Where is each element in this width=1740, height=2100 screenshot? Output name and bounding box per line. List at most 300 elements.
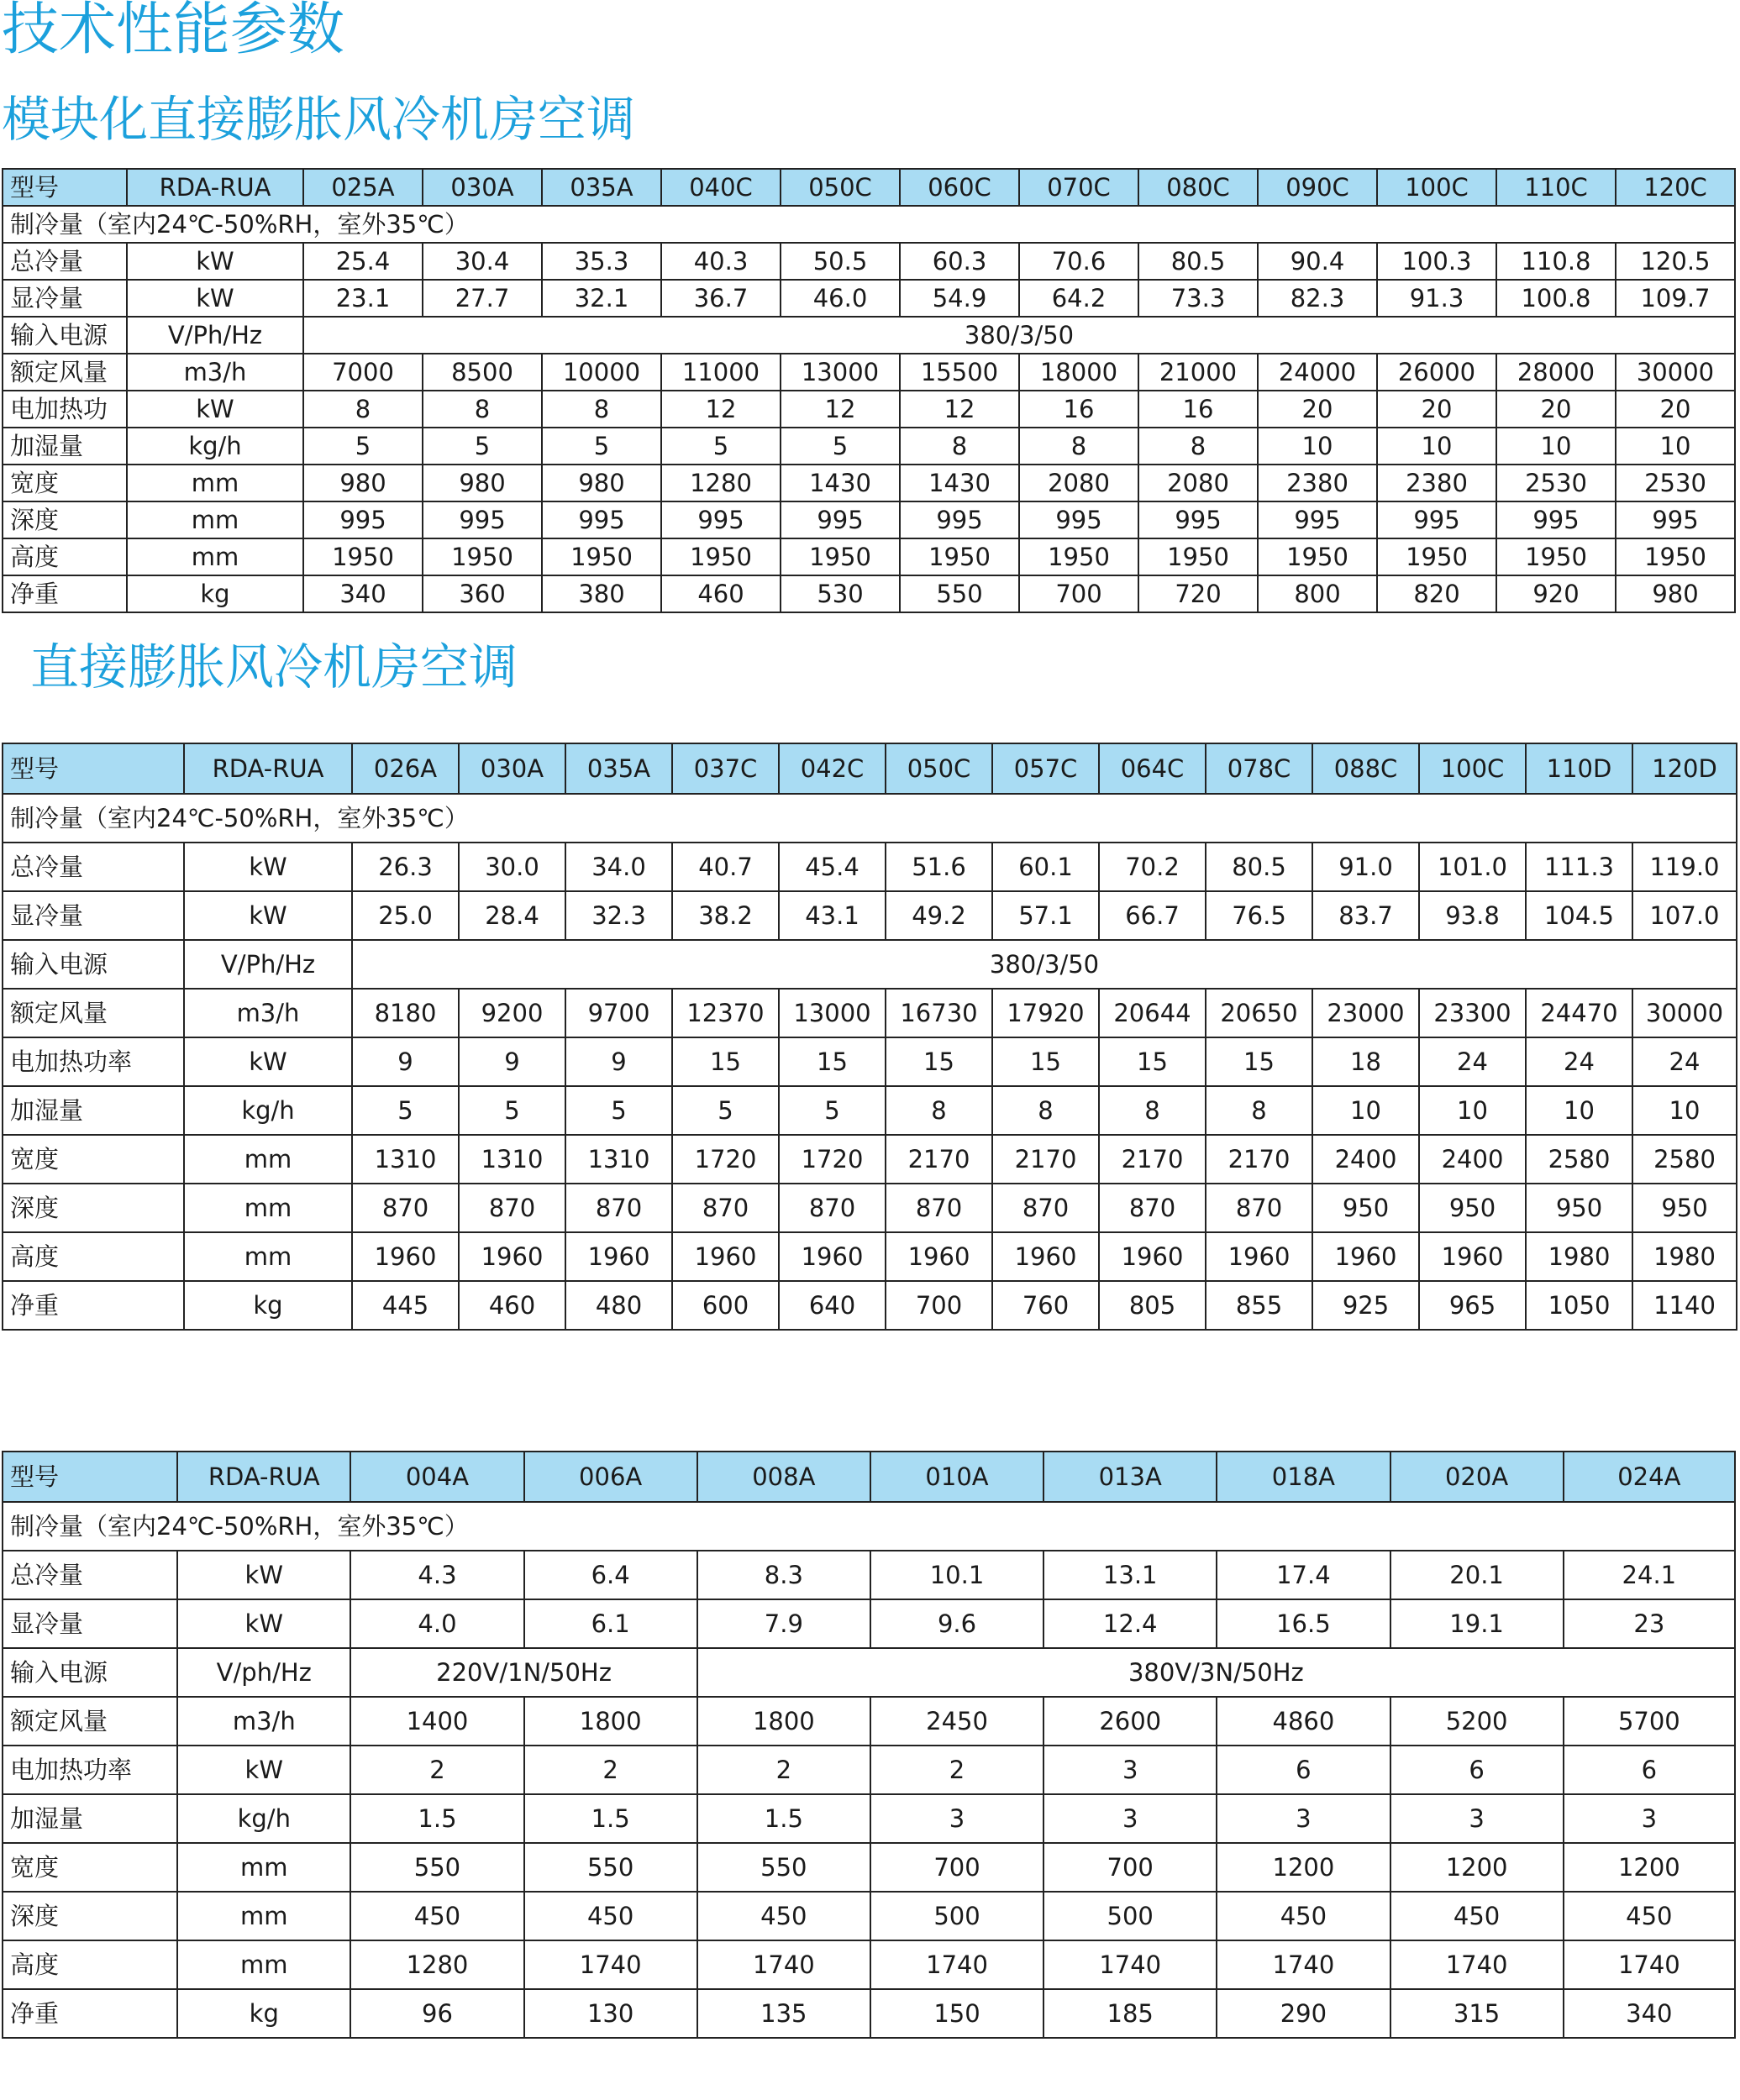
value-cell: 20 xyxy=(1616,391,1735,428)
value-cell: 980 xyxy=(303,465,423,501)
value-cell: 1280 xyxy=(661,465,781,501)
value-cell: 9 xyxy=(352,1037,459,1086)
unit-cell: kW xyxy=(184,843,352,891)
value-cell: 135 xyxy=(697,1989,870,2038)
value-cell: 5700 xyxy=(1564,1697,1735,1746)
model-code-cell: 006A xyxy=(524,1452,697,1502)
row-label-cell: 输入电源 xyxy=(3,1648,177,1697)
value-cell: 1960 xyxy=(886,1232,992,1281)
value-cell: 10.1 xyxy=(870,1551,1043,1599)
value-cell: 20 xyxy=(1377,391,1496,428)
section-row xyxy=(3,206,1735,243)
table-row xyxy=(3,538,1735,575)
value-cell: 8 xyxy=(1206,1086,1312,1135)
value-cell: 870 xyxy=(565,1184,672,1232)
value-cell: 2 xyxy=(870,1746,1043,1794)
value-cell: 3 xyxy=(1217,1794,1390,1843)
value-cell: 995 xyxy=(661,501,781,538)
value-cell: 965 xyxy=(1419,1281,1526,1330)
value-cell: 64.2 xyxy=(1019,280,1138,317)
value-cell: 8.3 xyxy=(697,1551,870,1599)
value-cell: 2450 xyxy=(870,1697,1043,1746)
value-cell: 1.5 xyxy=(350,1794,523,1843)
value-cell: 820 xyxy=(1377,575,1496,612)
value-cell: 15 xyxy=(779,1037,886,1086)
value-cell: 23000 xyxy=(1312,989,1419,1037)
value-cell: 90.4 xyxy=(1258,243,1377,280)
row-label-cell: 输入电源 xyxy=(3,317,127,354)
value-cell: 920 xyxy=(1496,575,1616,612)
value-cell: 24.1 xyxy=(1564,1551,1735,1599)
table-row xyxy=(3,843,1737,891)
unit-cell: V/Ph/Hz xyxy=(127,317,303,354)
model-code-cell: 078C xyxy=(1206,743,1312,794)
value-cell: 3 xyxy=(870,1794,1043,1843)
value-cell: 995 xyxy=(303,501,423,538)
unit-cell: kW xyxy=(177,1746,350,1794)
value-cell: 30000 xyxy=(1632,989,1737,1037)
value-cell: 1720 xyxy=(672,1135,779,1184)
value-cell: 10 xyxy=(1377,428,1496,465)
model-code-cell: 060C xyxy=(900,169,1019,206)
value-cell: 1430 xyxy=(781,465,900,501)
value-cell: 15 xyxy=(1099,1037,1206,1086)
value-cell: 1960 xyxy=(1099,1232,1206,1281)
value-cell: 995 xyxy=(1138,501,1258,538)
value-cell: 6 xyxy=(1564,1746,1735,1794)
model-code-cell: 120C xyxy=(1616,169,1735,206)
value-cell: 1950 xyxy=(423,538,542,575)
value-cell: 5 xyxy=(459,1086,565,1135)
unit-cell: kW xyxy=(177,1599,350,1648)
value-cell: 1950 xyxy=(303,538,423,575)
table-row xyxy=(3,1989,1735,2038)
value-cell: 1.5 xyxy=(697,1794,870,1843)
value-cell: 4.0 xyxy=(350,1599,523,1648)
value-cell: 360 xyxy=(423,575,542,612)
value-cell: 8 xyxy=(303,391,423,428)
value-cell: 2400 xyxy=(1419,1135,1526,1184)
value-cell: 450 xyxy=(1390,1892,1564,1940)
value-cell: 12370 xyxy=(672,989,779,1037)
value-cell: 550 xyxy=(350,1843,523,1892)
power-single-phase-cell: 220V/1N/50Hz xyxy=(350,1648,697,1697)
table-row xyxy=(3,317,1735,354)
model-code-cell: 100C xyxy=(1377,169,1496,206)
value-cell: 73.3 xyxy=(1138,280,1258,317)
table-row xyxy=(3,1281,1737,1330)
value-cell: 5 xyxy=(661,428,781,465)
header-row xyxy=(3,1452,1735,1502)
value-cell: 24 xyxy=(1632,1037,1737,1086)
unit-cell: kW xyxy=(127,280,303,317)
value-cell: 1800 xyxy=(697,1697,870,1746)
value-cell: 18 xyxy=(1312,1037,1419,1086)
value-cell: 6.4 xyxy=(524,1551,697,1599)
model-code-cell: 070C xyxy=(1019,169,1138,206)
unit-cell: mm xyxy=(184,1184,352,1232)
row-label-cell: 电加热功 xyxy=(3,391,127,428)
value-cell: 107.0 xyxy=(1632,891,1737,940)
unit-cell: V/Ph/Hz xyxy=(184,940,352,989)
model-code-cell: 040C xyxy=(661,169,781,206)
value-cell: 9700 xyxy=(565,989,672,1037)
value-cell: 11000 xyxy=(661,354,781,391)
value-cell: 8180 xyxy=(352,989,459,1037)
table1-title: 模块化直接膨胀风冷机房空调 xyxy=(2,91,636,148)
value-cell: 870 xyxy=(992,1184,1099,1232)
value-cell: 5 xyxy=(565,1086,672,1135)
row-label-cell: 输入电源 xyxy=(3,940,184,989)
value-cell: 720 xyxy=(1138,575,1258,612)
value-cell: 23.1 xyxy=(303,280,423,317)
value-cell: 16730 xyxy=(886,989,992,1037)
value-cell: 550 xyxy=(524,1843,697,1892)
row-label-cell: 额定风量 xyxy=(3,354,127,391)
value-cell: 1950 xyxy=(1138,538,1258,575)
model-code-cell: 025A xyxy=(303,169,423,206)
value-cell: 1950 xyxy=(1377,538,1496,575)
value-cell: 1740 xyxy=(697,1940,870,1989)
value-cell: 550 xyxy=(697,1843,870,1892)
value-cell: 995 xyxy=(1258,501,1377,538)
value-cell: 21000 xyxy=(1138,354,1258,391)
value-cell: 76.5 xyxy=(1206,891,1312,940)
row-label-cell: 宽度 xyxy=(3,465,127,501)
value-cell: 315 xyxy=(1390,1989,1564,2038)
value-cell: 110.8 xyxy=(1496,243,1616,280)
value-cell: 45.4 xyxy=(779,843,886,891)
value-cell: 550 xyxy=(900,575,1019,612)
table-row xyxy=(3,280,1735,317)
value-cell: 800 xyxy=(1258,575,1377,612)
value-cell: 805 xyxy=(1099,1281,1206,1330)
value-cell: 9 xyxy=(565,1037,672,1086)
value-cell: 9 xyxy=(459,1037,565,1086)
value-cell: 8 xyxy=(1138,428,1258,465)
value-cell: 104.5 xyxy=(1526,891,1632,940)
value-cell: 1740 xyxy=(1217,1940,1390,1989)
value-cell: 530 xyxy=(781,575,900,612)
table-row xyxy=(3,1892,1735,1940)
value-cell: 10 xyxy=(1496,428,1616,465)
row-label-cell: 额定风量 xyxy=(3,989,184,1037)
value-cell: 23 xyxy=(1564,1599,1735,1648)
unit-cell: V/ph/Hz xyxy=(177,1648,350,1697)
value-cell: 15 xyxy=(1206,1037,1312,1086)
unit-cell: kW xyxy=(184,1037,352,1086)
value-cell: 16.5 xyxy=(1217,1599,1390,1648)
model-code-cell: 064C xyxy=(1099,743,1206,794)
model-code-cell: 042C xyxy=(779,743,886,794)
value-cell: 870 xyxy=(459,1184,565,1232)
model-code-cell: 030A xyxy=(423,169,542,206)
header-label-cell: 型号 xyxy=(3,169,127,206)
unit-cell: kW xyxy=(127,243,303,280)
value-cell: 26000 xyxy=(1377,354,1496,391)
value-cell: 1740 xyxy=(524,1940,697,1989)
value-cell: 109.7 xyxy=(1616,280,1735,317)
value-cell: 340 xyxy=(1564,1989,1735,2038)
value-cell: 700 xyxy=(886,1281,992,1330)
value-cell: 28000 xyxy=(1496,354,1616,391)
value-cell: 54.9 xyxy=(900,280,1019,317)
value-cell: 4860 xyxy=(1217,1697,1390,1746)
value-cell: 640 xyxy=(779,1281,886,1330)
value-cell: 1200 xyxy=(1390,1843,1564,1892)
unit-cell: mm xyxy=(184,1232,352,1281)
spec-table-small xyxy=(2,1451,1736,2039)
power-three-phase-cell: 380V/3N/50Hz xyxy=(697,1648,1735,1697)
value-cell: 66.7 xyxy=(1099,891,1206,940)
table-row xyxy=(3,575,1735,612)
value-cell: 6.1 xyxy=(524,1599,697,1648)
value-cell: 995 xyxy=(900,501,1019,538)
table-row xyxy=(3,501,1735,538)
value-cell: 870 xyxy=(1099,1184,1206,1232)
model-code-cell: 018A xyxy=(1217,1452,1390,1502)
value-cell: 111.3 xyxy=(1526,843,1632,891)
model-code-cell: 004A xyxy=(350,1452,523,1502)
value-cell: 1050 xyxy=(1526,1281,1632,1330)
value-cell: 8 xyxy=(1019,428,1138,465)
row-label-cell: 宽度 xyxy=(3,1135,184,1184)
value-cell: 80.5 xyxy=(1138,243,1258,280)
value-cell: 46.0 xyxy=(781,280,900,317)
value-cell: 1960 xyxy=(352,1232,459,1281)
value-cell: 1950 xyxy=(781,538,900,575)
value-cell: 60.3 xyxy=(900,243,1019,280)
table-row xyxy=(3,1648,1735,1697)
unit-cell: mm xyxy=(127,465,303,501)
value-cell: 15500 xyxy=(900,354,1019,391)
model-code-cell: 013A xyxy=(1043,1452,1217,1502)
section-row xyxy=(3,794,1737,843)
value-cell: 1960 xyxy=(459,1232,565,1281)
value-cell: 2 xyxy=(697,1746,870,1794)
row-label-cell: 加湿量 xyxy=(3,1794,177,1843)
unit-cell: mm xyxy=(177,1940,350,1989)
value-cell: 20.1 xyxy=(1390,1551,1564,1599)
value-cell: 2380 xyxy=(1377,465,1496,501)
value-cell: 1960 xyxy=(1419,1232,1526,1281)
value-cell: 6 xyxy=(1217,1746,1390,1794)
value-cell: 30.4 xyxy=(423,243,542,280)
value-cell: 8500 xyxy=(423,354,542,391)
value-cell: 43.1 xyxy=(779,891,886,940)
value-cell: 995 xyxy=(1377,501,1496,538)
unit-cell: m3/h xyxy=(184,989,352,1037)
value-cell: 700 xyxy=(1019,575,1138,612)
value-cell: 32.1 xyxy=(542,280,661,317)
row-label-cell: 净重 xyxy=(3,1989,177,2038)
table-row xyxy=(3,1232,1737,1281)
table-row xyxy=(3,891,1737,940)
value-cell: 450 xyxy=(697,1892,870,1940)
row-label-cell: 总冷量 xyxy=(3,1551,177,1599)
row-label-cell: 宽度 xyxy=(3,1843,177,1892)
value-cell: 15 xyxy=(886,1037,992,1086)
value-cell: 950 xyxy=(1312,1184,1419,1232)
value-cell: 1720 xyxy=(779,1135,886,1184)
value-cell: 1310 xyxy=(352,1135,459,1184)
value-cell: 24 xyxy=(1419,1037,1526,1086)
value-cell: 450 xyxy=(350,1892,523,1940)
value-cell: 10 xyxy=(1616,428,1735,465)
value-cell: 82.3 xyxy=(1258,280,1377,317)
unit-cell: kg/h xyxy=(127,428,303,465)
value-cell: 1960 xyxy=(779,1232,886,1281)
value-cell: 25.0 xyxy=(352,891,459,940)
value-cell: 1960 xyxy=(672,1232,779,1281)
value-cell: 57.1 xyxy=(992,891,1099,940)
table-row xyxy=(3,1599,1735,1648)
value-cell: 980 xyxy=(423,465,542,501)
value-cell: 8 xyxy=(1099,1086,1206,1135)
value-cell: 10 xyxy=(1312,1086,1419,1135)
value-cell: 26.3 xyxy=(352,843,459,891)
value-cell: 760 xyxy=(992,1281,1099,1330)
row-label-cell: 加湿量 xyxy=(3,428,127,465)
value-cell: 500 xyxy=(870,1892,1043,1940)
value-cell: 8 xyxy=(992,1086,1099,1135)
value-cell: 2580 xyxy=(1632,1135,1737,1184)
value-cell: 5 xyxy=(352,1086,459,1135)
model-code-cell: 080C xyxy=(1138,169,1258,206)
value-cell: 1740 xyxy=(1390,1940,1564,1989)
value-cell: 1740 xyxy=(1043,1940,1217,1989)
value-cell: 450 xyxy=(1564,1892,1735,1940)
value-cell: 15 xyxy=(992,1037,1099,1086)
value-cell: 1950 xyxy=(661,538,781,575)
value-cell: 700 xyxy=(870,1843,1043,1892)
value-cell: 700 xyxy=(1043,1843,1217,1892)
value-cell: 83.7 xyxy=(1312,891,1419,940)
value-cell: 20 xyxy=(1496,391,1616,428)
value-cell: 870 xyxy=(886,1184,992,1232)
table-row xyxy=(3,243,1735,280)
value-cell: 1280 xyxy=(350,1940,523,1989)
value-cell: 995 xyxy=(423,501,542,538)
value-cell: 20650 xyxy=(1206,989,1312,1037)
value-cell: 9.6 xyxy=(870,1599,1043,1648)
value-cell: 120.5 xyxy=(1616,243,1735,280)
row-label-cell: 显冷量 xyxy=(3,891,184,940)
row-label-cell: 高度 xyxy=(3,1940,177,1989)
value-cell: 5 xyxy=(303,428,423,465)
unit-cell: kW xyxy=(127,391,303,428)
model-code-cell: 035A xyxy=(565,743,672,794)
value-cell: 2080 xyxy=(1138,465,1258,501)
value-cell: 23300 xyxy=(1419,989,1526,1037)
value-cell: 2170 xyxy=(886,1135,992,1184)
unit-cell: mm xyxy=(184,1135,352,1184)
value-cell: 2080 xyxy=(1019,465,1138,501)
value-cell: 995 xyxy=(1496,501,1616,538)
value-cell: 185 xyxy=(1043,1989,1217,2038)
value-cell: 2170 xyxy=(1206,1135,1312,1184)
unit-cell: mm xyxy=(127,501,303,538)
value-cell: 20644 xyxy=(1099,989,1206,1037)
row-label-cell: 净重 xyxy=(3,1281,184,1330)
table-row xyxy=(3,940,1737,989)
value-cell: 9200 xyxy=(459,989,565,1037)
table-row xyxy=(3,1135,1737,1184)
value-cell: 460 xyxy=(661,575,781,612)
value-cell: 50.5 xyxy=(781,243,900,280)
table-row xyxy=(3,1794,1735,1843)
value-cell: 5 xyxy=(423,428,542,465)
model-code-cell: 088C xyxy=(1312,743,1419,794)
value-cell: 600 xyxy=(672,1281,779,1330)
value-cell: 24000 xyxy=(1258,354,1377,391)
value-cell: 1.5 xyxy=(524,1794,697,1843)
value-cell: 49.2 xyxy=(886,891,992,940)
value-cell: 30.0 xyxy=(459,843,565,891)
value-cell: 91.0 xyxy=(1312,843,1419,891)
section-row xyxy=(3,1502,1735,1551)
value-cell: 5 xyxy=(781,428,900,465)
table-row xyxy=(3,1843,1735,1892)
value-cell: 40.3 xyxy=(661,243,781,280)
section-heading-cell: 制冷量（室内24℃-50%RH，室外35℃） xyxy=(3,206,1735,243)
value-cell: 2600 xyxy=(1043,1697,1217,1746)
unit-cell: kg xyxy=(177,1989,350,2038)
value-cell: 855 xyxy=(1206,1281,1312,1330)
value-cell: 1980 xyxy=(1526,1232,1632,1281)
value-cell: 130 xyxy=(524,1989,697,2038)
value-cell: 10 xyxy=(1526,1086,1632,1135)
value-cell: 20 xyxy=(1258,391,1377,428)
value-cell: 1400 xyxy=(350,1697,523,1746)
value-cell: 870 xyxy=(352,1184,459,1232)
value-cell: 70.6 xyxy=(1019,243,1138,280)
value-cell: 2380 xyxy=(1258,465,1377,501)
table-row xyxy=(3,391,1735,428)
value-cell: 1310 xyxy=(565,1135,672,1184)
value-cell: 6 xyxy=(1390,1746,1564,1794)
value-cell: 4.3 xyxy=(350,1551,523,1599)
value-cell: 8 xyxy=(542,391,661,428)
unit-cell: mm xyxy=(177,1843,350,1892)
value-cell: 3 xyxy=(1564,1794,1735,1843)
table-row xyxy=(3,1551,1735,1599)
value-cell: 8 xyxy=(423,391,542,428)
value-cell: 24 xyxy=(1526,1037,1632,1086)
value-cell: 12.4 xyxy=(1043,1599,1217,1648)
unit-cell: kg xyxy=(184,1281,352,1330)
model-code-cell: 037C xyxy=(672,743,779,794)
value-cell: 1800 xyxy=(524,1697,697,1746)
value-cell: 450 xyxy=(1217,1892,1390,1940)
value-cell: 10 xyxy=(1258,428,1377,465)
value-cell: 3 xyxy=(1043,1794,1217,1843)
model-code-cell: 026A xyxy=(352,743,459,794)
table2-title: 直接膨胀风冷机房空调 xyxy=(30,638,518,696)
value-cell: 16 xyxy=(1019,391,1138,428)
value-cell: 995 xyxy=(542,501,661,538)
row-label-cell: 深度 xyxy=(3,501,127,538)
model-code-cell: 110C xyxy=(1496,169,1616,206)
value-cell: 51.6 xyxy=(886,843,992,891)
row-label-cell: 电加热功率 xyxy=(3,1746,177,1794)
row-label-cell: 电加热功率 xyxy=(3,1037,184,1086)
header-label-cell: 型号 xyxy=(3,1452,177,1502)
value-cell: 1960 xyxy=(565,1232,672,1281)
value-cell: 38.2 xyxy=(672,891,779,940)
row-label-cell: 额定风量 xyxy=(3,1697,177,1746)
value-cell: 15 xyxy=(672,1037,779,1086)
